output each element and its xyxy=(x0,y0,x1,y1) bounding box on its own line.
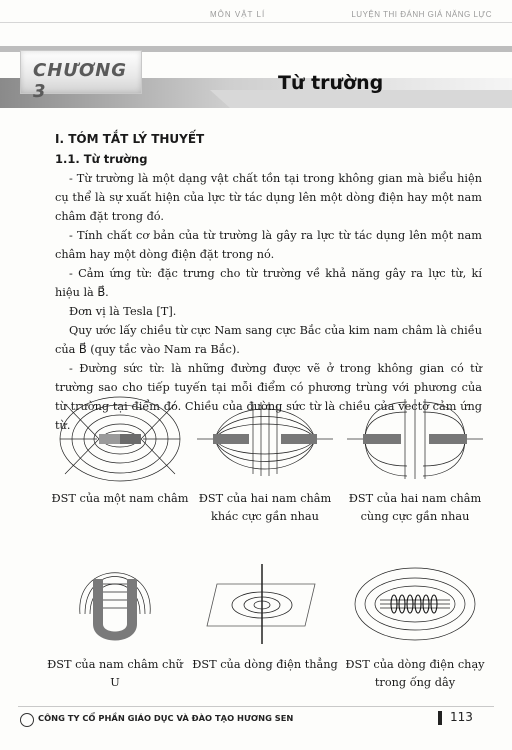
figure-caption: ĐST của dòng điện chạy trong ống dây xyxy=(345,658,485,689)
subsection-heading: 1.1. Từ trường xyxy=(55,152,148,166)
running-head-left: MÔN VẬT LÍ xyxy=(210,10,266,19)
running-head xyxy=(0,8,512,23)
figure-caption: ĐST của nam châm chữ U xyxy=(47,658,183,689)
chapter-label-box xyxy=(20,50,142,102)
company-name: CÔNG TY CỔ PHẦN GIÁO DỤC VÀ ĐÀO TẠO HƯƠNG SEN xyxy=(38,713,294,723)
running-head-right: LUYỆN THI ĐÁNH GIÁ NĂNG LỰC xyxy=(351,10,492,19)
paragraph: - Đường sức từ: là những đường được vẽ ở trong không gian có từ trường sao cho tiếp tuyến tại mỗi điểm có phương trùng với phương của từ trường tại điểm đó. Chiều của đường sức từ là chiều của vectơ cảm ứng từ. xyxy=(55,362,482,432)
solenoid-field-lines-icon xyxy=(350,564,480,644)
bar-magnet-field-lines-icon xyxy=(55,394,185,484)
section-heading: I. TÓM TẮT LÝ THUYẾT xyxy=(55,132,205,146)
field-line-figures xyxy=(45,394,485,704)
figure-caption: ĐST của dòng điện thẳng xyxy=(192,658,338,671)
theory-section xyxy=(55,130,482,435)
chapter-label: CHƯƠNG 3 xyxy=(33,60,128,102)
page-number-bar xyxy=(438,711,442,725)
company-logo-icon xyxy=(20,713,34,727)
paragraph: - Từ trường là một dạng vật chất tồn tại trong không gian mà biểu hiện cụ thể là sự xuất hiện của lực từ tác dụng lên một dòng điện hay một nam châm đặt trong đó. xyxy=(55,172,482,223)
figure-caption: ĐST của hai nam châm cùng cực gần nhau xyxy=(348,492,482,523)
page-footer xyxy=(18,706,494,729)
paragraph: Đơn vị là Tesla [T]. xyxy=(69,305,177,318)
straight-current-field-lines-icon xyxy=(205,564,325,644)
page-number: 113 xyxy=(450,710,473,724)
unlike-poles-field-lines-icon xyxy=(195,394,335,484)
u-magnet-field-lines-icon xyxy=(55,554,175,649)
paragraph: - Tính chất cơ bản của từ trường là gây ra lực từ tác dụng lên một nam châm hay một dòng điện đặt trong nó. xyxy=(55,229,482,261)
paragraph: - Cảm ứng từ: đặc trưng cho từ trường về khả năng gây ra lực từ, kí hiệu là B⃗. xyxy=(55,267,482,299)
like-poles-field-lines-icon xyxy=(345,394,485,484)
figure-caption: ĐST của hai nam châm khác cực gần nhau xyxy=(198,492,332,523)
paragraph: Quy ước lấy chiều từ cực Nam sang cực Bắc của kim nam châm là chiều của B⃗ (quy tắc vào Nam ra Bắc). xyxy=(55,324,482,356)
chapter-title: Từ trường xyxy=(278,72,384,94)
figure-caption: ĐST của một nam châm xyxy=(51,492,189,505)
